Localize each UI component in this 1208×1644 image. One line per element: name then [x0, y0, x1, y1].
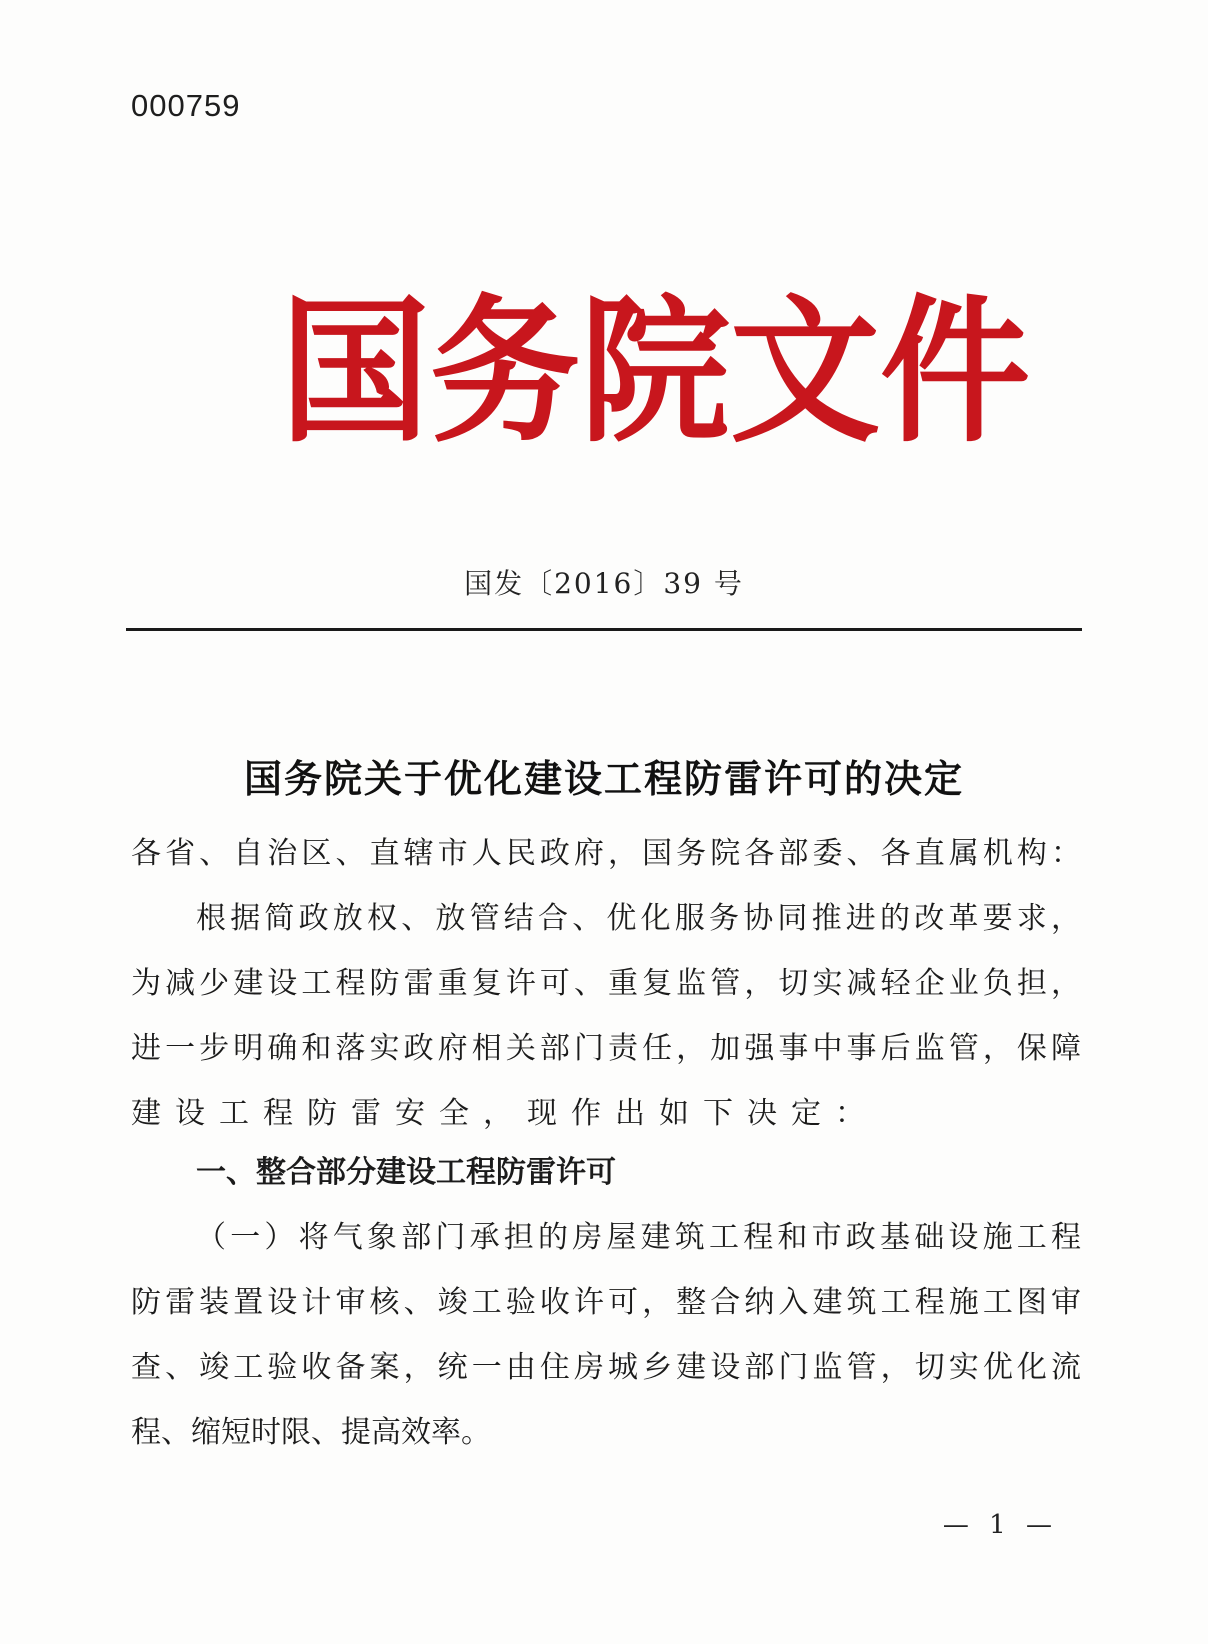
body-line: 查、竣工验收备案，统一由住房城乡建设部门监管，切实优化流 — [131, 1350, 1086, 1385]
header-char: 务 — [430, 281, 581, 465]
header-char: 件 — [880, 281, 1031, 465]
document-number: 国发〔2016〕39 号 — [464, 567, 744, 600]
separator-rule — [126, 628, 1082, 631]
page-number: — 1 — — [942, 1510, 1058, 1540]
document-title: 国务院关于优化建设工程防雷许可的决定 — [243, 757, 964, 801]
salutation: 各省、自治区、直辖市人民政府，国务院各部委、各直属机构： — [131, 836, 1086, 871]
header-char: 文 — [730, 281, 881, 465]
serial-number: 000759 — [131, 88, 241, 123]
section-heading: 一、整合部分建设工程防雷许可 — [196, 1155, 616, 1190]
body-line: 根据简政放权、放管结合、优化服务协同推进的改革要求， — [196, 901, 1086, 936]
body-line: 防雷装置设计审核、竣工验收许可，整合纳入建筑工程施工图审 — [131, 1285, 1086, 1320]
body-line: 为减少建设工程防雷重复许可、重复监管，切实减轻企业负担， — [131, 966, 1086, 1001]
header-char: 国 — [280, 281, 431, 465]
body-line: （一）将气象部门承担的房屋建筑工程和市政基础设施工程 — [196, 1220, 1086, 1255]
body-line: 建设工程防雷安全，现作出如下决定： — [131, 1096, 879, 1131]
body-line: 程、缩短时限、提高效率。 — [131, 1415, 491, 1450]
red-header-title — [280, 281, 1031, 465]
body-line: 进一步明确和落实政府相关部门责任，加强事中事后监管，保障 — [131, 1031, 1086, 1066]
header-char: 院 — [580, 281, 731, 465]
